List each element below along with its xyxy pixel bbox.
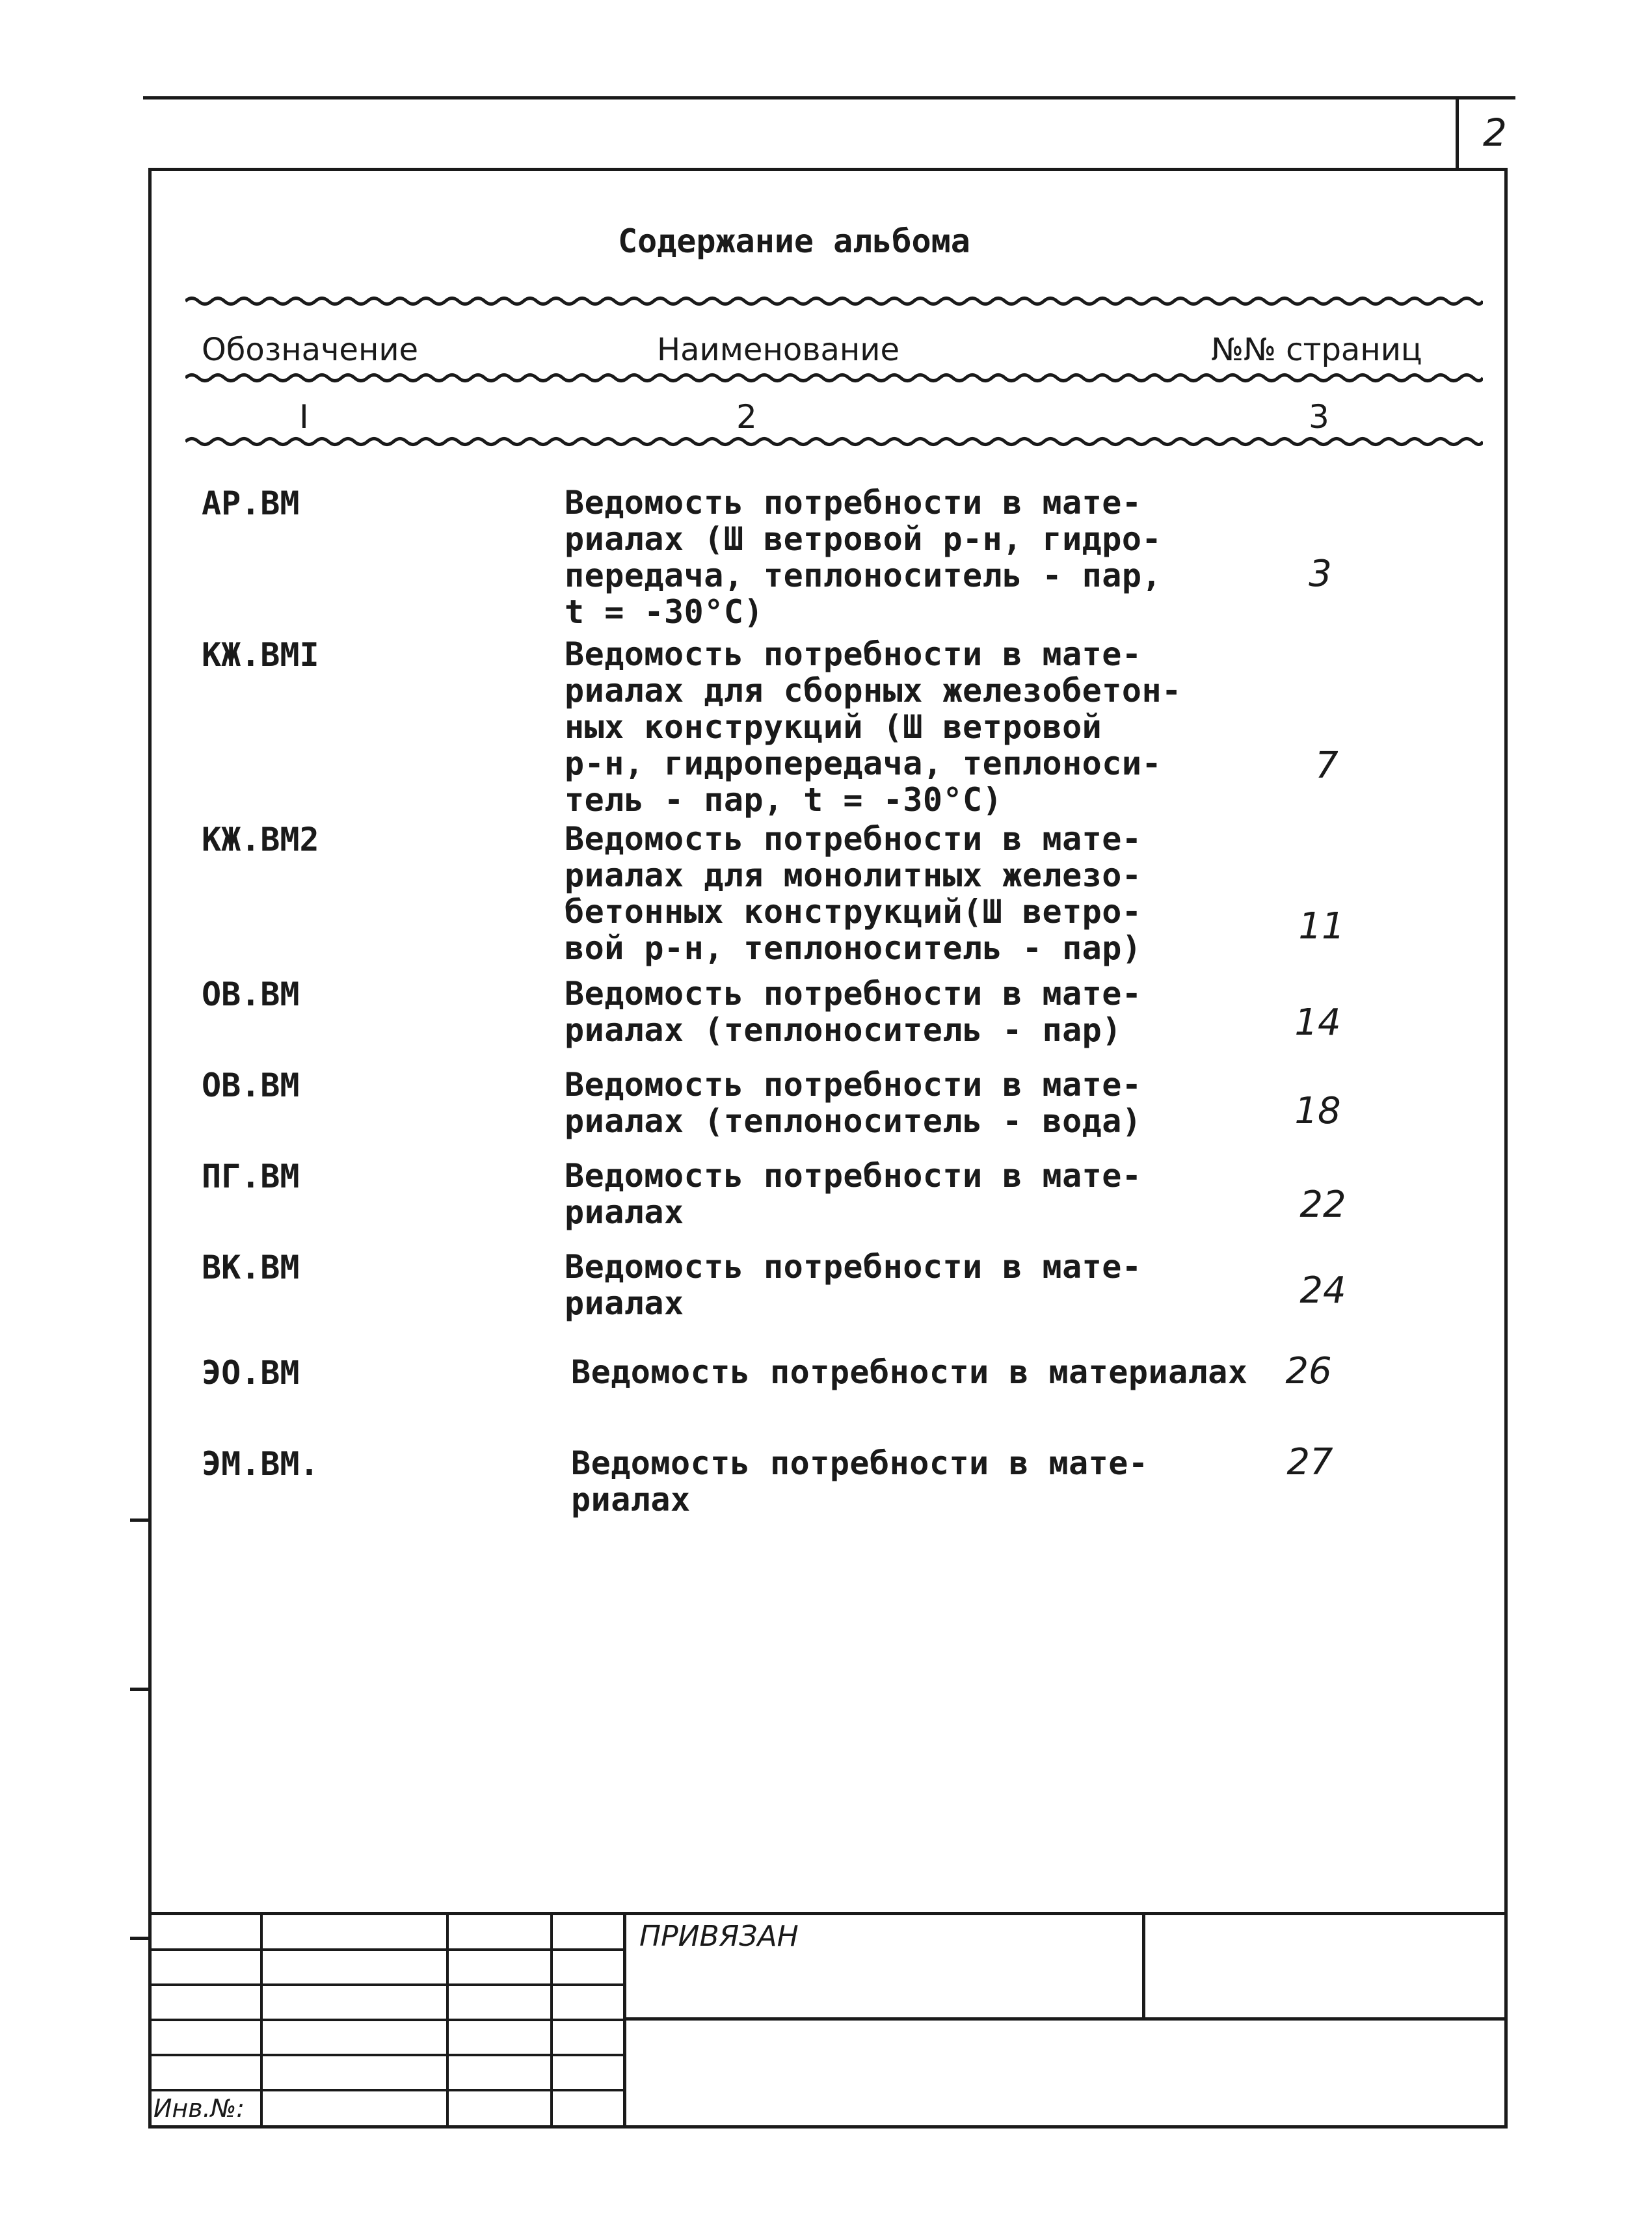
header-top-rule — [185, 294, 1483, 308]
row-3-name: Ведомость потребности в мате- риалах для монолитных железо- бетонных конструкций(Ш ветро- вой р-н, теплоноситель - пар) — [565, 820, 1142, 967]
stamp-top-line — [148, 1912, 1508, 1915]
row-4-code: ОВ.ВМ — [202, 975, 300, 1013]
row-5-name: Ведомость потребности в мате- риалах (теплоноситель - вода) — [565, 1066, 1142, 1140]
row-9-name: Ведомость потребности в мате- риалах — [571, 1444, 1149, 1518]
column-number-1: I — [299, 398, 309, 436]
row-7-code: ВК.ВМ — [202, 1249, 300, 1286]
stamp-inventory-label: Инв.№: — [153, 2094, 245, 2123]
row-8-name: Ведомость потребности в материалах — [571, 1353, 1248, 1391]
stamp-col-line — [1142, 1912, 1145, 2017]
column-number-2: 2 — [736, 398, 757, 436]
column-header-name: Наименование — [657, 332, 900, 368]
column-header-designation: Обозначение — [202, 332, 419, 368]
stamp-right-mid-line — [623, 2017, 1508, 2021]
page-number-box-left — [1456, 98, 1459, 169]
row-3-code: КЖ.ВМ2 — [202, 821, 319, 858]
row-1-code: АР.ВМ — [202, 484, 300, 522]
row-5-code: ОВ.ВМ — [202, 1067, 300, 1104]
row-9-page: 27 — [1286, 1441, 1333, 1483]
margin-tick-2 — [130, 1688, 150, 1691]
row-8-code: ЭО.ВМ — [202, 1354, 300, 1392]
page-title: Содержание альбома — [618, 222, 970, 260]
header-bottom-rule — [185, 371, 1483, 385]
title-block — [148, 1912, 1508, 2129]
stamp-bound-label: ПРИВЯЗАН — [639, 1920, 799, 1953]
column-header-pages: №№ страниц — [1211, 332, 1422, 368]
row-8-page: 26 — [1285, 1350, 1332, 1392]
drawing-frame — [148, 168, 1508, 2129]
row-6-page: 22 — [1299, 1184, 1346, 1226]
row-4-page: 14 — [1294, 1001, 1341, 1044]
row-7-page: 24 — [1299, 1269, 1346, 1312]
row-6-name: Ведомость потребности в мате- риалах — [565, 1157, 1142, 1231]
row-1-page: 3 — [1309, 553, 1332, 595]
stamp-col-line — [550, 1912, 553, 2129]
column-number-3: 3 — [1309, 398, 1329, 436]
row-2-name: Ведомость потребности в мате- риалах для сборных железобетон- ных конструкций (Ш ветровой р-н, гидропередача, теплоноси- тель - пар, t = -30°С) — [565, 635, 1182, 819]
row-1-name: Ведомость потребности в мате- риалах (Ш ветровой р-н, гидро- передача, теплоноситель - пар, t = -30°С) — [565, 484, 1162, 631]
margin-tick-3 — [130, 1937, 150, 1940]
row-5-page: 18 — [1294, 1090, 1341, 1132]
row-9-code: ЭМ.ВМ. — [202, 1445, 319, 1483]
row-2-page: 7 — [1315, 745, 1339, 787]
page-number: 2 — [1483, 111, 1507, 155]
row-6-code: ПГ.ВМ — [202, 1158, 300, 1195]
column-number-rule — [185, 434, 1483, 449]
row-2-code: КЖ.ВМI — [202, 636, 319, 674]
stamp-col-line — [623, 1912, 626, 2129]
row-4-name: Ведомость потребности в мате- риалах (теплоноситель - пар) — [565, 975, 1142, 1049]
top-border-line — [143, 96, 1515, 99]
stamp-col-line — [446, 1912, 449, 2129]
row-3-page: 11 — [1298, 905, 1345, 948]
stamp-col-line — [260, 1912, 263, 2129]
row-7-name: Ведомость потребности в мате- риалах — [565, 1248, 1142, 1322]
margin-tick-1 — [130, 1518, 150, 1522]
